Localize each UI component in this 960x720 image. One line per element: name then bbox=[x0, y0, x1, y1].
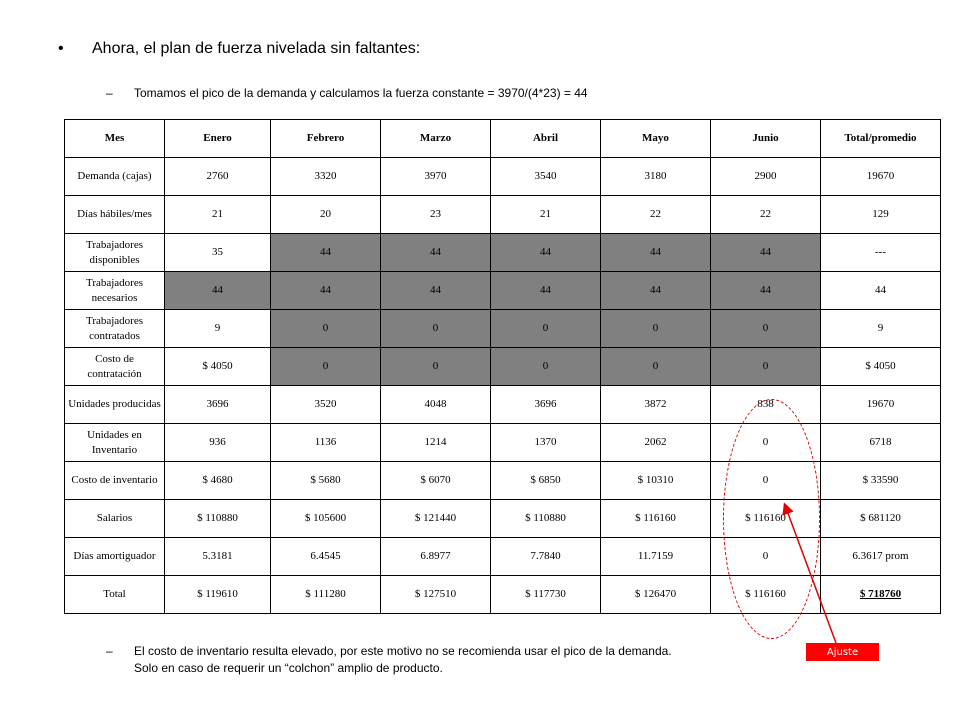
table-cell: $ 117730 bbox=[491, 576, 601, 614]
table-cell: 838 bbox=[711, 386, 821, 424]
main-bullet bbox=[58, 40, 420, 58]
table-cell: 0 bbox=[491, 310, 601, 348]
table-cell: 0 bbox=[711, 310, 821, 348]
table-cell: 0 bbox=[601, 310, 711, 348]
table-cell: 44 bbox=[491, 234, 601, 272]
table-cell: 0 bbox=[711, 462, 821, 500]
row-label: Costo de contratación bbox=[65, 348, 165, 386]
table-cell: $ 110880 bbox=[165, 500, 271, 538]
table-cell: 6.4545 bbox=[271, 538, 381, 576]
table-cell: 20 bbox=[271, 196, 381, 234]
ajuste-label: Ajuste bbox=[806, 643, 879, 661]
table-cell: $ 127510 bbox=[381, 576, 491, 614]
table-cell: 3320 bbox=[271, 158, 381, 196]
row-label: Días amortiguador bbox=[65, 538, 165, 576]
table-cell: 22 bbox=[711, 196, 821, 234]
table-cell: $ 6070 bbox=[381, 462, 491, 500]
sub-bullet-text: Tomamos el pico de la demanda y calculamos la fuerza constante = 3970/(4*23) = 44 bbox=[134, 86, 588, 100]
dash-icon: – bbox=[106, 644, 113, 658]
table-cell: 3540 bbox=[491, 158, 601, 196]
table-cell: 0 bbox=[491, 348, 601, 386]
table-cell: $ 116160 bbox=[711, 576, 821, 614]
row-label: Salarios bbox=[65, 500, 165, 538]
table-cell: $ 116160 bbox=[601, 500, 711, 538]
table-cell: $ 33590 bbox=[821, 462, 941, 500]
table-cell: 0 bbox=[711, 538, 821, 576]
table-cell: $ 681120 bbox=[821, 500, 941, 538]
table-row bbox=[65, 272, 941, 310]
arrow-icon bbox=[770, 500, 840, 645]
bullet-icon: • bbox=[58, 40, 64, 57]
table-cell: $ 119610 bbox=[165, 576, 271, 614]
table-cell: 936 bbox=[165, 424, 271, 462]
note-line-2: Solo en caso de requerir un “colchon” amplio de producto. bbox=[134, 661, 443, 675]
table-cell: 44 bbox=[165, 272, 271, 310]
table-cell: 22 bbox=[601, 196, 711, 234]
row-label: Total bbox=[65, 576, 165, 614]
table-cell: 35 bbox=[165, 234, 271, 272]
table-row bbox=[65, 310, 941, 348]
row-label: Trabajadores necesarios bbox=[65, 272, 165, 310]
table-cell: 1370 bbox=[491, 424, 601, 462]
header-cell: Junio bbox=[711, 120, 821, 158]
table-cell: 0 bbox=[271, 310, 381, 348]
table-row bbox=[65, 158, 941, 196]
table-cell: 3696 bbox=[491, 386, 601, 424]
row-label: Días hábiles/mes bbox=[65, 196, 165, 234]
table-cell: 3696 bbox=[165, 386, 271, 424]
table-cell: 44 bbox=[491, 272, 601, 310]
table-row bbox=[65, 348, 941, 386]
table-cell: 44 bbox=[821, 272, 941, 310]
table-cell: $ 718760 bbox=[821, 576, 941, 614]
table-cell: 0 bbox=[601, 348, 711, 386]
table-cell: 0 bbox=[711, 348, 821, 386]
table-row bbox=[65, 386, 941, 424]
table-cell: 1214 bbox=[381, 424, 491, 462]
table-cell: 6.8977 bbox=[381, 538, 491, 576]
table-cell: 3872 bbox=[601, 386, 711, 424]
table-cell: 7.7840 bbox=[491, 538, 601, 576]
table-cell: $ 126470 bbox=[601, 576, 711, 614]
sub-bullet bbox=[106, 86, 588, 100]
table-cell: 1136 bbox=[271, 424, 381, 462]
table-cell: 129 bbox=[821, 196, 941, 234]
table-cell: $ 110880 bbox=[491, 500, 601, 538]
table-cell: $ 4680 bbox=[165, 462, 271, 500]
table-cell: $ 121440 bbox=[381, 500, 491, 538]
table-cell: 44 bbox=[271, 272, 381, 310]
slide-title: Ahora, el plan de fuerza nivelada sin faltantes: bbox=[92, 40, 421, 57]
table-cell: 19670 bbox=[821, 386, 941, 424]
row-label: Demanda (cajas) bbox=[65, 158, 165, 196]
table-cell: $ 116160 bbox=[711, 500, 821, 538]
table-cell: 0 bbox=[711, 424, 821, 462]
bottom-note bbox=[106, 643, 672, 677]
header-cell: Enero bbox=[165, 120, 271, 158]
header-cell: Febrero bbox=[271, 120, 381, 158]
table-cell: 6.3617 prom bbox=[821, 538, 941, 576]
header-cell: Marzo bbox=[381, 120, 491, 158]
row-label: Unidades producidas bbox=[65, 386, 165, 424]
header-cell: Total/promedio bbox=[821, 120, 941, 158]
table-cell: $ 4050 bbox=[165, 348, 271, 386]
table-cell: 3520 bbox=[271, 386, 381, 424]
table-cell: 44 bbox=[381, 234, 491, 272]
table-cell: --- bbox=[821, 234, 941, 272]
table-cell: 44 bbox=[271, 234, 381, 272]
table-cell: 0 bbox=[381, 348, 491, 386]
table-cell: 3180 bbox=[601, 158, 711, 196]
row-label: Unidades en Inventario bbox=[65, 424, 165, 462]
table-cell: 5.3181 bbox=[165, 538, 271, 576]
table-cell: $ 105600 bbox=[271, 500, 381, 538]
table-cell: 0 bbox=[381, 310, 491, 348]
row-label: Trabajadores disponibles bbox=[65, 234, 165, 272]
table-cell: $ 5680 bbox=[271, 462, 381, 500]
header-cell: Mes bbox=[65, 120, 165, 158]
table-cell: 0 bbox=[271, 348, 381, 386]
table-cell: 4048 bbox=[381, 386, 491, 424]
table-cell: 21 bbox=[491, 196, 601, 234]
table-cell: 9 bbox=[821, 310, 941, 348]
table-cell: 19670 bbox=[821, 158, 941, 196]
note-line-1: El costo de inventario resulta elevado, por este motivo no se recomienda usar el pico de la demanda. bbox=[134, 644, 672, 658]
table-cell: 44 bbox=[381, 272, 491, 310]
table-header-row bbox=[65, 120, 941, 158]
dash-icon: – bbox=[106, 86, 113, 100]
table-cell: 44 bbox=[711, 234, 821, 272]
table-cell: 2760 bbox=[165, 158, 271, 196]
table-cell: 2900 bbox=[711, 158, 821, 196]
table-cell: 44 bbox=[711, 272, 821, 310]
table-cell: 23 bbox=[381, 196, 491, 234]
table-cell: $ 111280 bbox=[271, 576, 381, 614]
table-cell: 2062 bbox=[601, 424, 711, 462]
table-cell: 6718 bbox=[821, 424, 941, 462]
table-cell: $ 10310 bbox=[601, 462, 711, 500]
table-row bbox=[65, 196, 941, 234]
row-label: Costo de inventario bbox=[65, 462, 165, 500]
row-label: Trabajadores contratados bbox=[65, 310, 165, 348]
table-row bbox=[65, 234, 941, 272]
table-cell: 21 bbox=[165, 196, 271, 234]
table-cell: 11.7159 bbox=[601, 538, 711, 576]
header-cell: Abril bbox=[491, 120, 601, 158]
table-cell: 9 bbox=[165, 310, 271, 348]
table-cell: 44 bbox=[601, 234, 711, 272]
table-cell: $ 4050 bbox=[821, 348, 941, 386]
header-cell: Mayo bbox=[601, 120, 711, 158]
table-cell: 44 bbox=[601, 272, 711, 310]
table-cell: 3970 bbox=[381, 158, 491, 196]
table-cell: $ 6850 bbox=[491, 462, 601, 500]
